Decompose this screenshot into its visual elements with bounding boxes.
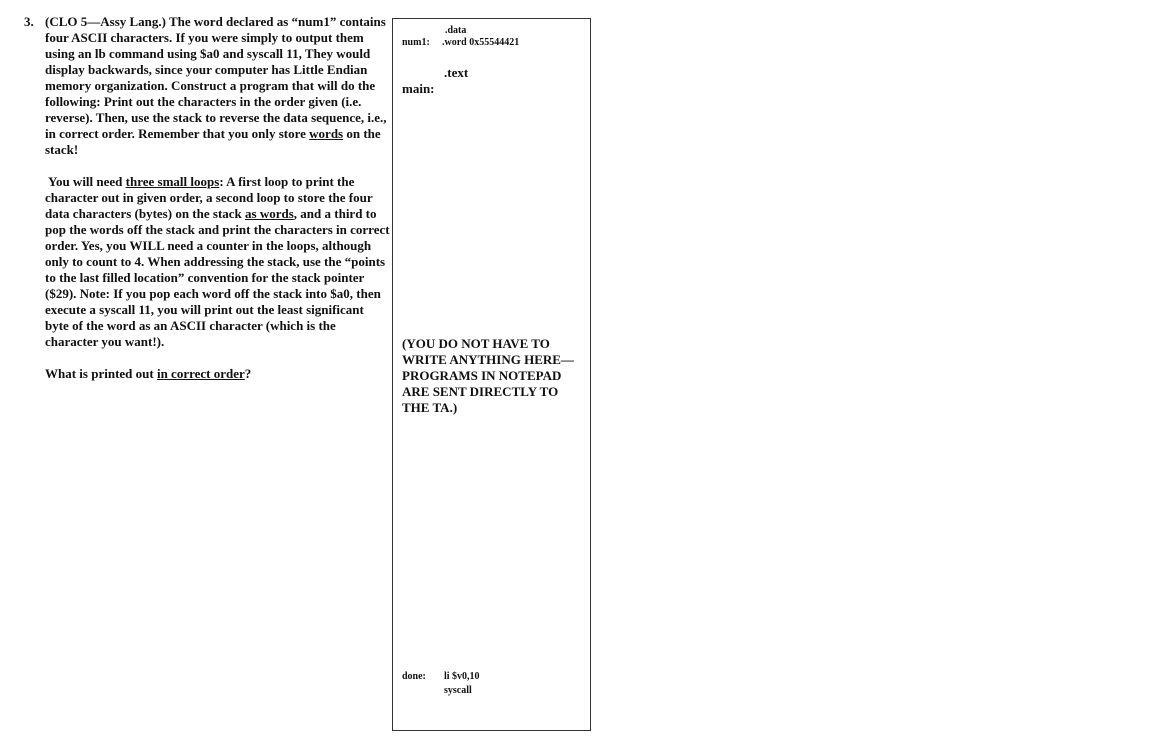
question-paragraph-1 bbox=[45, 14, 390, 158]
underlined-text: in correct order bbox=[156, 366, 245, 381]
paragraph-text: You will need bbox=[48, 174, 126, 189]
paragraph-text: , and a third to pop the words off the stack and print the characters in correct order. Yes, you WILL need a counter in the loops, although only to count to 4. When addressing the stack, use the “points to the last filled location” convention for the stack pointer ($29). Note: If you pop each word off the stack into $a0, then execute a syscall 11, you will print out the least significant byte of the word as an ASCII character (which is the character you want!). bbox=[45, 206, 390, 349]
paragraph-text: on the stack! bbox=[45, 126, 381, 157]
main-label: main: bbox=[402, 81, 435, 96]
done-line-1: li $v0,10 bbox=[444, 671, 480, 682]
paragraph-text: : A first loop to print the character out in given order, a second loop to store the four data characters (bytes) on the stack bbox=[45, 174, 373, 221]
done-line-2: syscall bbox=[444, 685, 472, 696]
question-paragraph-3 bbox=[45, 366, 390, 382]
underlined-text: three small loops bbox=[125, 174, 220, 189]
question-number: 3. bbox=[24, 14, 34, 29]
question-body bbox=[45, 14, 390, 382]
num1-label: num1: bbox=[402, 37, 430, 48]
done-label: done: bbox=[402, 671, 426, 682]
answer-box bbox=[392, 18, 591, 731]
paragraph-text: (CLO 5—Assy Lang.) The word declared as “num1” contains four ASCII characters. If you were simply to output them using an lb command using $a0 and syscall 11, They would display backwards, since your computer has Little Endian memory organization. Construct a program that will do the following: Print out the characters in the order given (i.e. reverse). Then, use the stack to reverse the data sequence, i.e., in correct order. Remember that you only store bbox=[45, 14, 387, 141]
data-directive: .data bbox=[445, 25, 467, 36]
underlined-text: words bbox=[309, 126, 344, 141]
num1-value: .word 0x55544421 bbox=[442, 37, 520, 48]
paragraph-text: ? bbox=[244, 366, 252, 381]
underlined-text: as words bbox=[245, 206, 294, 221]
answer-box-note: (YOU DO NOT HAVE TO WRITE ANYTHING HERE—PROGRAMS IN NOTEPAD ARE SENT DIRECTLY TO THE TA.) bbox=[402, 336, 574, 415]
text-directive: .text bbox=[444, 65, 469, 80]
paragraph-text: What is printed out bbox=[45, 366, 157, 381]
question-paragraph-2 bbox=[45, 174, 390, 350]
